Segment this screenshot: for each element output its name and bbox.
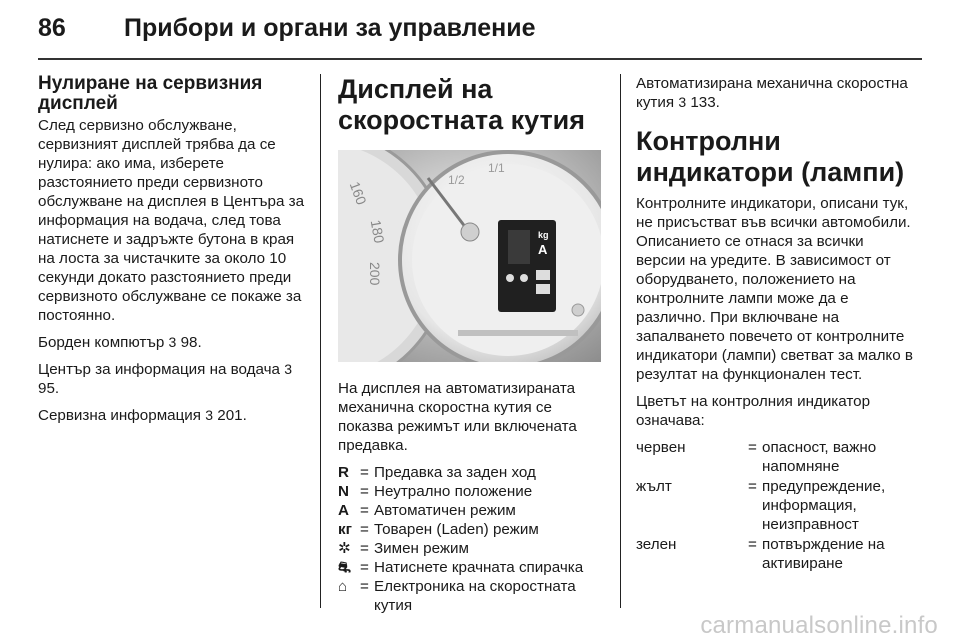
table-row: ⌂ = Електроника на скоростната кутия [338,578,576,614]
table-row: N = Неутрално положение [338,483,533,500]
speedo-label-160: 160 [346,179,370,207]
table-row: жълт = предупреждение, информация, неизправност [636,478,886,533]
table-row: ✲ = Зимен режим [338,540,469,557]
gear-r-symbol: R [338,464,349,481]
section-heading-gearbox-display: Дисплей на скоростната кутия [338,74,586,135]
page-header [38,14,536,43]
section-heading-reset-service: Нулиране на сервизния дисплей [38,73,263,114]
table-row: ⛐ = Натиснете крачната спирачка [338,559,584,576]
column-reset-service-display [38,74,308,433]
color-intro: Цветът на контролния индикатор означава: [636,393,871,429]
link-driver-info-center[interactable]: Център за информация на водача 3 95. [38,361,293,397]
laden-mode-symbol: кг [338,521,352,538]
page-title: Прибори и органи за управление [124,14,536,42]
header-rule [38,58,922,60]
foot-brake-icon: ⛐ [338,559,352,576]
table-row: R = Предавка за заден ход [338,464,536,481]
column-divider-2 [620,74,621,608]
gauge-label-full: 1/1 [488,161,505,175]
table-row: червен = опасност, важно напомняне [636,439,877,475]
table-row: кг = Товарен (Laden) режим [338,521,539,538]
display-mode: A [538,242,548,257]
gear-symbols-table [338,463,606,615]
watermark: carmanualsonline.info [700,612,938,639]
column-gearbox-display [338,74,606,615]
gearbox-caption: На дисплея на автоматизираната механична скоростна кутия се показва режимът или включената предавка. [338,380,577,454]
link-service-info[interactable]: Сервизна информация 3 201. [38,407,247,424]
page-ref-icon: 3 [678,94,687,110]
gear-n-symbol: N [338,483,349,500]
gearbox-electronics-icon: ⌂ [338,578,348,595]
page-number: 86 [38,14,66,42]
table-row: зелен = потвърждение на активиране [636,536,885,572]
page-ref-icon: 3 [205,407,214,423]
link-automated-gearbox[interactable]: Автоматизирана механична скоростна кутия 3 133. [636,75,908,111]
instrument-cluster-photo [338,150,601,362]
display-kg: kg [538,230,549,240]
column-divider-1 [320,74,321,608]
indicator-colors-table [636,438,914,574]
snowflake-icon: ✲ [338,540,351,557]
speedo-label-200: 200 [367,262,383,286]
gear-a-symbol: A [338,502,349,519]
column-control-indicators [636,74,914,574]
section-heading-control-indicators: Контролни индикатори (лампи) [636,126,905,187]
page-ref-icon: 3 [284,361,293,377]
link-board-computer[interactable]: Борден компютър 3 98. [38,334,202,351]
control-indicators-body: Контролните индикатори, описани тук, не присъстват във всички автомобили. Описанието се отнася за всички версии на уредите. В зависимост от оборудването, положението на контролните лампи може да е различно. При включване на запалването повечето от контролните индикатори (лампи) светват за малко в резултат на функционален тест. [636,195,913,383]
speedo-label-180: 180 [367,218,388,245]
page-ref-icon: 3 [168,334,177,350]
gauge-label-half: 1/2 [448,173,465,187]
table-row: A = Автоматичен режим [338,502,516,519]
reset-service-body: След сервизно обслужване, сервизният дисплей трябва да се нулира: ако има, изберете разстоянието преди сервизното обслужване на дисплея в Центъра за информация на водача, след това натиснете и задръжте бутона в края на лоста за чистачките за около 10 секунди докато разстоянието преди сервизното обслужване се покаже за постоянно. [38,117,305,324]
